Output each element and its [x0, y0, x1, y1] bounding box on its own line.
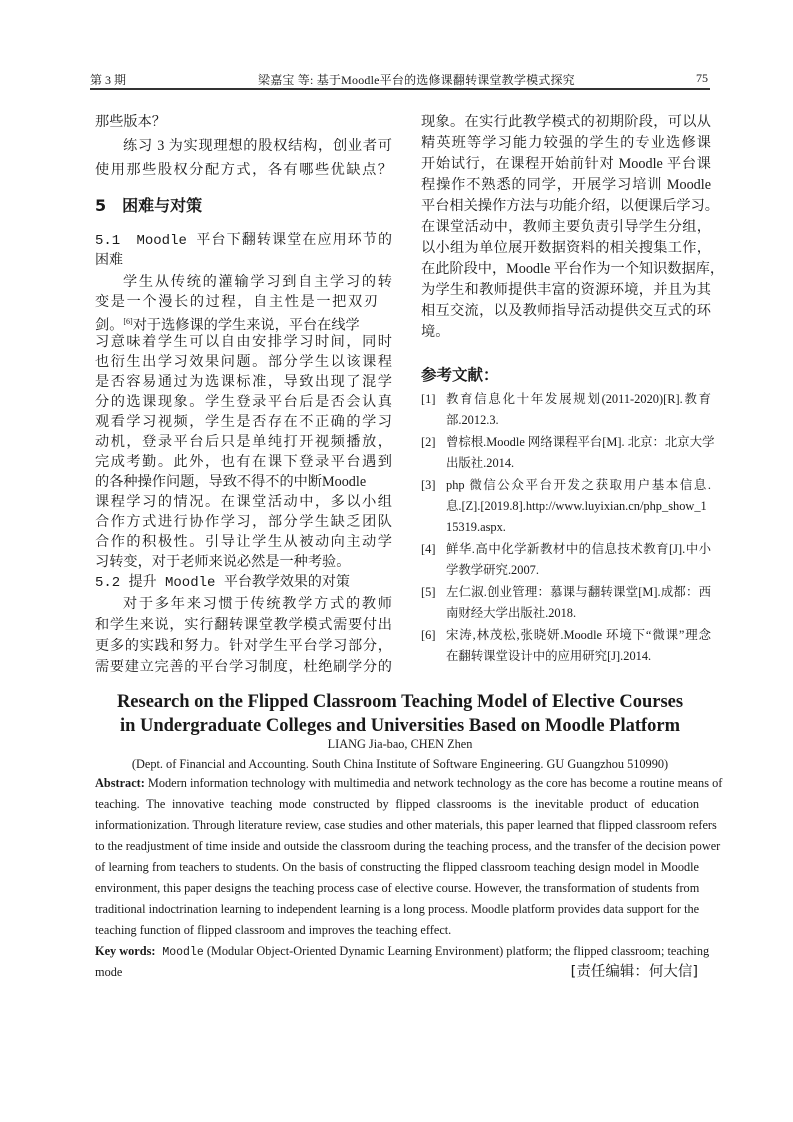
reference-link[interactable]: 15319.aspx.: [446, 520, 506, 534]
english-authors: LIANG Jia-bao, CHEN Zhen: [327, 737, 473, 751]
reference-line: 曾棕根.Moodle 网络课程平台[M]. 北京：北京大学: [446, 435, 715, 449]
paragraph-line: 练习 3 为实现理想的股权结构，创业者可: [123, 138, 392, 154]
text-span: 对于选修课的学生来说，平台在线学: [132, 317, 360, 334]
paragraph-line: 合作的积极性。引导让学生从被动向主动学: [95, 534, 392, 550]
reference-number: [2]: [421, 435, 436, 449]
paragraph-line: 课程学习的情况。在课堂活动中，多以小组: [95, 494, 392, 510]
paragraph-line: 合作方式进行协作学习，部分学生缺乏团队: [95, 514, 392, 530]
abstract-line: teaching. The innovative teaching mode constructed by flipped classrooms is the inevitable product of education: [95, 797, 699, 811]
paragraph-line: 是否容易通过为选课标准，导致出现了混学: [95, 374, 392, 390]
text-span: Modern information technology with multimedia and network technology as the core has become a routine means of: [144, 776, 723, 790]
running-header: [90, 71, 710, 87]
abstract-label: Abstract:: [95, 776, 145, 790]
paragraph-line: 动机，登录平台后只是单纯打开视频播放，: [95, 434, 392, 450]
subsection-heading-5-1-cont: 困难: [95, 253, 123, 268]
abstract-line: informationization. Through literature review, case studies and other materials, this paper learned that flipped classroom refers: [95, 818, 717, 832]
paragraph-line: 习意味着学生可以自由安排学习时间，同时: [95, 334, 392, 350]
reference-line: php 微信公众平台开发之获取用户基本信息.: [446, 478, 711, 492]
reference-line: 宋涛,林茂松,张晓妍.Moodle 环境下“微课”理念: [446, 628, 711, 642]
paragraph-line: 完成考勤。此外，也有在课下登录平台遇到: [95, 454, 392, 470]
paragraph-line: 为学生和教师提供丰富的资源环境，并且为其: [421, 282, 711, 298]
text-span: Moodle: [155, 946, 204, 959]
keywords-line: mode: [95, 965, 123, 979]
paragraph-line: 学生从传统的灌输学习到自主学习的转: [123, 274, 392, 290]
text-span: 剑。: [95, 317, 124, 334]
paragraph-line: 以小组为单位展开数据资料的相关搜集工作，: [421, 240, 711, 256]
editor-note: [责任编辑：何大信]: [570, 964, 698, 980]
issue-number: 第 3 期: [90, 73, 127, 87]
subsection-heading-5-1: 5.1 Moodle 平台下翻转课堂在应用环节的: [95, 233, 392, 249]
reference-item: [421, 625, 711, 667]
section-heading-5: 5 困难与对策: [95, 196, 203, 215]
reference-line: 学教学研究.2007.: [446, 563, 539, 577]
running-title: 梁嘉宝 等: 基于Moodle平台的选修课翻转课堂教学模式探究: [258, 73, 575, 87]
paragraph-line: 对于多年来习惯于传统教学方式的教师: [123, 596, 392, 612]
english-title-line: in Undergraduate Colleges and Universities Based on Moodle Platform: [119, 716, 681, 736]
reference-line: 部.2012.3.: [446, 413, 499, 427]
page-number: 75: [696, 71, 708, 85]
paragraph-line: 习转变，对于老师来说必然是一种考验。: [95, 554, 351, 570]
paragraph-line: 程操作不熟悉的同学，开展学习培训 Moodle: [421, 177, 711, 193]
reference-line: 在翻转课堂设计中的应用研究[J].2014.: [446, 649, 652, 663]
reference-item: [421, 389, 711, 431]
reference-line: 鲜华.高中化学新教材中的信息技术教育[J].中小: [446, 542, 711, 556]
paragraph-line: 平台相关操作方法与功能介绍，以便课后学习。: [421, 198, 719, 214]
reference-number: [4]: [421, 542, 436, 556]
reference-number: [1]: [421, 392, 436, 406]
subsection-heading-5-2: 5.2 提升 Moodle 平台教学效果的对策: [95, 575, 350, 591]
paragraph-line: 变是一个漫长的过程，自主性是一把双刃: [95, 294, 378, 310]
paragraph-line: 境。: [421, 324, 450, 340]
paragraph-line: 分的选课现象。学生登录平台后是否会认真: [95, 394, 392, 410]
paragraph-line: 在课堂活动中，教师主要负责引导学生分组，: [421, 219, 711, 235]
english-title-line: Research on the Flipped Classroom Teaching Model of Elective Courses: [116, 692, 684, 712]
keywords-label: Key words:: [95, 944, 156, 958]
text-span: (Modular Object-Oriented Dynamic Learning Environment) platform; the flipped classroom; teaching: [203, 944, 710, 958]
paragraph-line: 开始试行，在课程开始前针对 Moodle 平台课: [421, 156, 711, 172]
paragraph-line: 在此阶段中，Moodle 平台作为一个知识数据库，: [421, 261, 725, 277]
paragraph-line: 那些版本？: [95, 114, 166, 130]
paragraph-line: 精英班等学习能力较强的学生的专业选修课: [421, 135, 711, 151]
paragraph-line: 和学生来说，实行翻转课堂教学模式需要付出: [95, 617, 392, 633]
header-rule: [90, 88, 710, 90]
abstract-line: to the readjustment of time inside and outside the classroom during the teaching process, and the transfer of the decision power: [95, 839, 721, 853]
reference-item: [421, 582, 711, 624]
abstract-line: of learning from teachers to students. On the basis of constructing the flipped classroom teaching design model in Moodle: [95, 860, 699, 874]
reference-line: 教育信息化十年发展规划(2011-2020)[R].教育: [446, 392, 711, 406]
reference-number: [6]: [421, 628, 436, 642]
paragraph-line: 现象。在实行此教学模式的初期阶段，可以从: [421, 114, 711, 130]
paragraph-line: 相互交流，以及教师指导活动提供交互式的环: [421, 303, 711, 319]
paragraph-line: 需要建立完善的平台学习制度，杜绝刷学分的: [95, 659, 392, 675]
reference-item: [421, 539, 711, 581]
paragraph-line: 观看学习视频，学生是否存在不正确的学习: [95, 414, 392, 430]
abstract-line: [95, 773, 723, 793]
paragraph-line: 使用那些股权分配方式，各有哪些优缺点？: [95, 162, 392, 178]
english-title: [90, 690, 710, 738]
reference-link[interactable]: 息.[Z].[2019.8].http://www.luyixian.cn/php_show_1: [446, 499, 707, 513]
abstract-line: traditional indoctrination learning to independent learning is a long process. Moodle platform provides data support for the: [95, 902, 700, 916]
references-heading: 参考文献：: [421, 366, 499, 384]
reference-number: [3]: [421, 478, 436, 492]
english-affiliation: (Dept. of Financial and Accounting. South China Institute of Software Engineering. GU Guangzhou 510990): [131, 757, 669, 771]
abstract-line: environment, this paper designs the teaching process case of elective course. However, the transformation of students from: [95, 881, 700, 895]
paragraph-line: [95, 312, 392, 332]
abstract-line: teaching function of flipped classroom and improves the teaching effect.: [95, 923, 452, 937]
paragraph-line: 更多的实践和努力。针对学生平台学习部分，: [95, 638, 392, 654]
paragraph-line: 也衍生出学习效果问题。部分学生以该课程: [95, 354, 392, 370]
citation-6[interactable]: [6]: [123, 317, 133, 326]
reference-line: 出版社.2014.: [446, 456, 515, 470]
reference-line: 左仁淑.创业管理：慕课与翻转课堂[M].成都：西: [446, 585, 711, 599]
paragraph-line: 的各种操作问题，导致不得不的中断Moodle: [95, 474, 367, 490]
keywords-line: [95, 941, 710, 961]
reference-item: [421, 432, 715, 474]
reference-item: [421, 475, 711, 538]
reference-number: [5]: [421, 585, 436, 599]
reference-line: 南财经大学出版社.2018.: [446, 606, 577, 620]
